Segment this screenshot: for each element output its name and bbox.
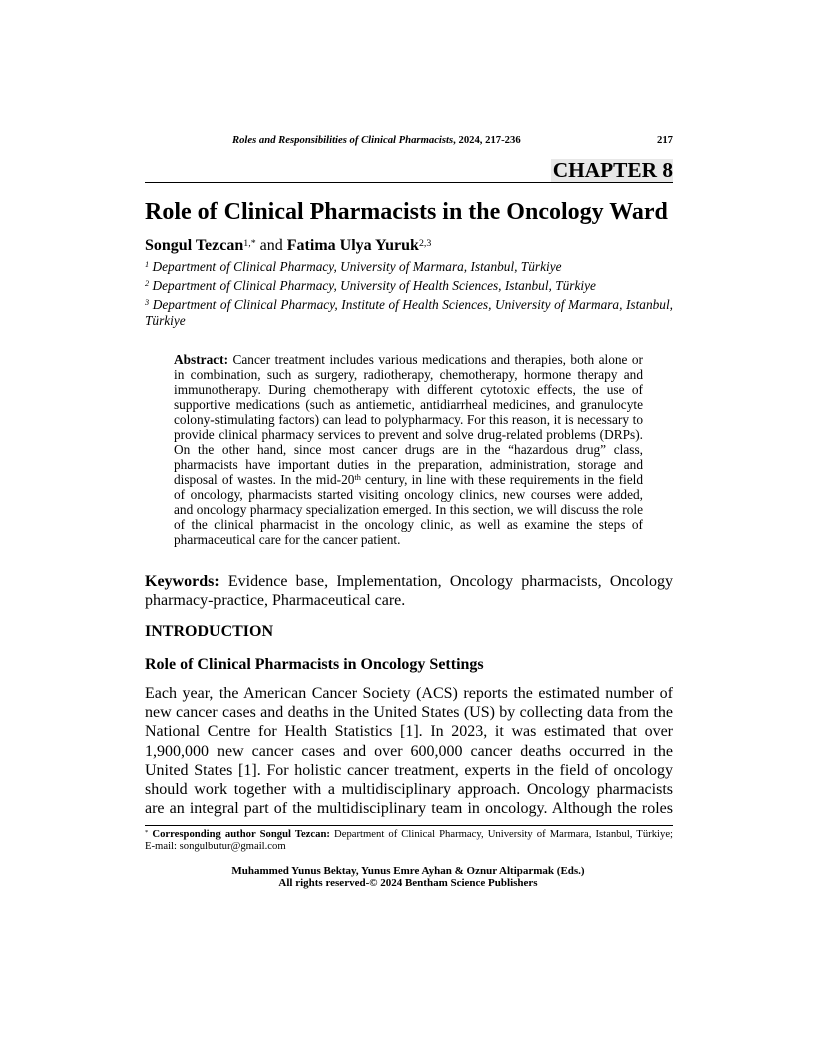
author-affiliation-marker: 1,* (243, 237, 256, 249)
abstract-line: and oncology pharmacy specialization emerged. In this section, we will discuss the role (174, 502, 643, 517)
affiliation-text: Department of Clinical Pharmacy, University of Marmara, Istanbul, Türkiye (152, 259, 562, 274)
section-heading: INTRODUCTION (145, 623, 274, 640)
body-line: United States [1]. For holistic cancer treatment, experts in the field of oncology (145, 761, 673, 779)
body-line: new cancer cases and deaths in the United States (US) by collecting data from the (145, 704, 673, 722)
abstract-line: of the clinical pharmacist in the oncology clinic, as well as examine the steps of (174, 517, 643, 532)
abstract-line: On the other hand, since most cancer drugs are in the “hazardous drug” class, (174, 442, 643, 457)
affiliation (145, 259, 673, 275)
copyright-line: All rights reserved-© 2024 Bentham Science Publishers (278, 877, 538, 889)
footnote-email: E-mail: songulbutur@gmail.com (145, 840, 286, 852)
chapter-title: Role of Clinical Pharmacists in the Oncology Ward (145, 199, 668, 225)
affiliation-text: Department of Clinical Pharmacy, University of Health Sciences, Istanbul, Türkiye (152, 278, 596, 293)
abstract (174, 352, 643, 547)
body-paragraph (145, 684, 673, 818)
running-header-details: , 2024, 217-236 (453, 134, 521, 146)
author-affiliation-marker: 2,3 (418, 237, 432, 249)
keywords-line (145, 572, 673, 591)
affiliation (145, 297, 673, 329)
affiliation (145, 278, 673, 294)
abstract-line: in combination, such as surgery, radiotherapy, chemotherapy, hormone therapy and (174, 367, 643, 382)
affiliation-line: Türkiye (145, 313, 186, 328)
keywords-text: Evidence base, Implementation, Oncology pharmacists, Oncology (227, 573, 673, 590)
footnote-text: Department of Clinical Pharmacy, University of Marmara, Istanbul, Türkiye; (334, 828, 674, 840)
author-line (145, 236, 431, 255)
abstract-line: of oncology, pharmacists started visiting oncology clinics, new courses were added, (174, 487, 643, 502)
footnote (145, 828, 673, 852)
subsection-heading: Role of Clinical Pharmacists in Oncology Settings (145, 656, 484, 673)
keywords (145, 572, 673, 611)
body-line: 1,900,000 new cancer cases and over 600,000 cancer deaths occurred in the (145, 742, 673, 760)
ordinal-superscript: th (354, 473, 361, 483)
abstract-line (174, 352, 643, 367)
footnote-label: Corresponding author Songul Tezcan: (152, 828, 330, 840)
body-line: Each year, the American Cancer Society (ACS) reports the estimated number of (145, 685, 673, 702)
affiliation-line (145, 297, 673, 313)
affiliation-line (145, 278, 673, 294)
running-header (232, 133, 521, 147)
affiliation-line (145, 259, 673, 275)
author-name: Songul Tezcan (145, 237, 244, 254)
body-line: National Centre for Health Statistics [1]. In 2023, it was estimated that over (145, 723, 673, 741)
chapter-divider (145, 182, 673, 183)
abstract-label: Abstract: (174, 352, 229, 367)
page-number: 217 (657, 134, 673, 146)
affiliation-number: 1 (145, 260, 150, 270)
publisher-block (0, 865, 816, 889)
abstract-line: pharmaceutical care for the cancer patient. (174, 532, 401, 547)
author-name: Fatima Ulya Yuruk (286, 237, 419, 254)
affiliation-number: 2 (145, 279, 150, 289)
affiliation-text: Department of Clinical Pharmacy, Institute of Health Sciences, University of Marmara, Istanbul, (152, 297, 673, 312)
abstract-line (174, 472, 643, 487)
keywords-line: pharmacy-practice, Pharmaceutical care. (145, 592, 406, 610)
footnote-divider (145, 825, 673, 826)
body-line: are an integral part of the multidisciplinary team in oncology. Although the roles (145, 800, 673, 818)
editors-line: Muhammed Yunus Bektay, Yunus Emre Ayhan & Oznur Altiparmak (Eds.) (231, 865, 585, 877)
footnote-marker: * (145, 829, 149, 837)
body-line: should work together with a multidisciplinary approach. Oncology pharmacists (145, 781, 673, 799)
abstract-text: disposal of wastes. In the mid-20 (174, 472, 355, 487)
abstract-text: century, in line with these requirements in the field (365, 472, 643, 487)
affiliation-number: 3 (145, 298, 150, 308)
abstract-line: pharmacists have important duties in the preparation, administration, storage and (174, 457, 643, 472)
abstract-line: provide clinical pharmacy services to prevent and solve drug-related problems (DRPs). (174, 427, 643, 442)
chapter-label: CHAPTER 8 (552, 158, 673, 182)
abstract-line: colony-stimulating factors) can lead to polypharmacy. For this reason, it is necessary to (174, 412, 643, 427)
footnote-line (145, 828, 673, 840)
author-conjunction: and (259, 237, 283, 254)
abstract-text: Cancer treatment includes various medications and therapies, both alone or (232, 352, 643, 367)
abstract-line: immunotherapy. During chemotherapy with different cytotoxic effects, the use of (174, 382, 643, 397)
abstract-line: supportive medications (such as antiemetic, antidiarrheal medicines, and granulocyte (174, 397, 643, 412)
keywords-label: Keywords: (145, 573, 220, 590)
running-header-book-title: Roles and Responsibilities of Clinical Pharmacists (232, 134, 454, 146)
